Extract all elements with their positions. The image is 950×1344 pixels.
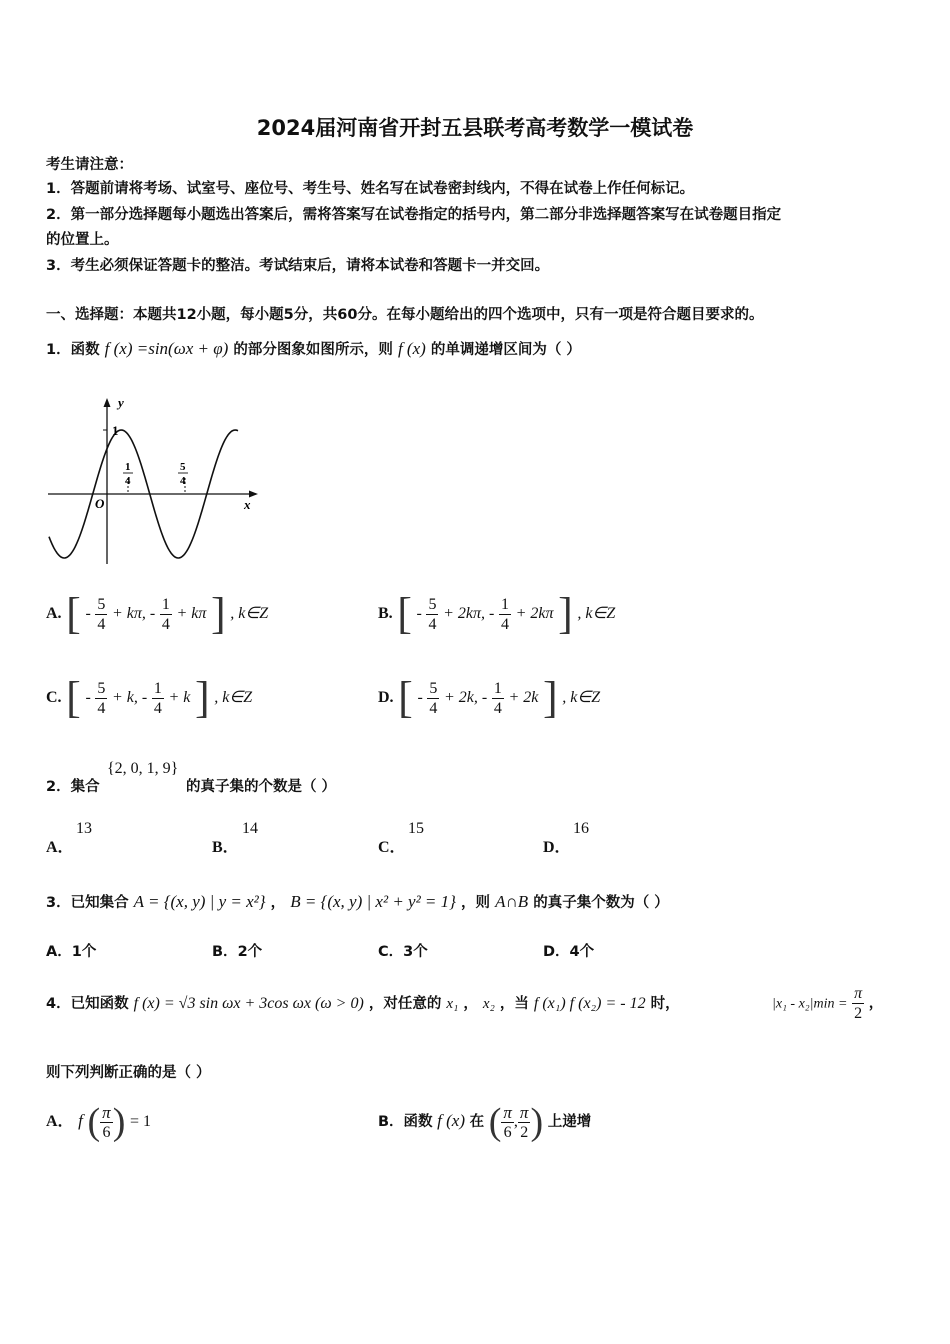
fraction: $\frac{\pi}{2}$: [519, 1102, 529, 1141]
fraction: $\frac{1}{4}$: [153, 679, 162, 717]
fraction: $\frac{5}{4}$: [428, 595, 437, 633]
q1-prefix: 1．函数: [46, 342, 100, 358]
q2-option-d-label: D．: [543, 839, 571, 856]
q2-set: {2, 0, 1, 9}: [107, 760, 179, 777]
question-1: [46, 338, 581, 359]
y-axis-label: y: [118, 395, 124, 410]
q2-option-c-label: C．: [378, 839, 406, 856]
q4-line-2: 则下列判断正确的是（ ）: [46, 1065, 211, 1081]
q3-set-b: B = {(x, y) | x² + y² = 1}: [290, 892, 456, 911]
y-axis-arrow: [104, 398, 111, 407]
q4-option-b: B．函数 f (x) 在 ( $\frac{\pi}{6}$ , $\frac{\pi}{2}$ ) 上递增: [378, 1101, 592, 1143]
bracket-left: [: [66, 589, 81, 638]
notice-item-3: 3．考生必须保证答题卡的整洁。考试结束后，请将本试卷和答题卡一并交回。: [46, 258, 550, 274]
q1-mid: 的部分图象如图所示，则: [233, 342, 393, 358]
option-value: = 1: [129, 1113, 151, 1130]
option-label: A．: [46, 1113, 74, 1130]
q3-prefix: 3．已知集合: [46, 895, 129, 911]
q3-option-c: C．3个: [378, 944, 428, 960]
q1-suffix: 的单调递增区间为（ ）: [430, 342, 581, 358]
option-label: B.: [378, 605, 393, 622]
page-title: 2024届河南省开封五县联考高考数学一模试卷: [256, 116, 694, 140]
option-text: + 2kπ, -: [443, 605, 495, 622]
q1-option-c: C. [ - $\frac{5}{4}$ + k, - $\frac{1}{4}$ + k ] , k∈Z: [46, 673, 253, 722]
bracket-left: [: [398, 673, 413, 722]
option-mid: 在: [469, 1114, 485, 1130]
q2-suffix: 的真子集的个数是（ ）: [186, 779, 337, 795]
option-suffix: 上递增: [547, 1114, 592, 1130]
x-tick-1-den: 4: [125, 475, 131, 487]
fraction: $\frac{5}{4}$: [97, 595, 106, 633]
option-text: + 2k, -: [443, 689, 488, 706]
option-tail: , k∈Z: [577, 605, 616, 622]
option-label: B．函数: [378, 1114, 433, 1130]
q4-text-3: 时，: [650, 996, 680, 1012]
option-tail: , k∈Z: [562, 689, 601, 706]
x-axis-label: x: [244, 497, 251, 512]
question-3: [46, 891, 669, 912]
fraction: $\frac{\pi}{2}$: [854, 985, 863, 1022]
q2-option-a-label: A．: [46, 839, 74, 856]
q3-suffix: 的真子集个数为（ ）: [533, 895, 669, 911]
q3-option-a: A．1个: [46, 944, 97, 960]
bracket-right: ]: [542, 673, 558, 722]
notice-heading: 考生请注意：: [46, 157, 133, 173]
fraction: $\frac{1}{4}$: [500, 595, 509, 633]
q2-prefix: 2．集合: [46, 779, 100, 795]
q3-intersection: A∩B: [495, 892, 529, 911]
notice-item-2: 2．第一部分选择题每小题选出答案后，需将答案写在试卷指定的括号内，第二部分非选择题答案写在试卷题目指定: [46, 207, 782, 223]
fraction: $\frac{\pi}{6}$: [503, 1102, 512, 1141]
option-tail: , k∈Z: [230, 605, 269, 622]
y-tick-label: 1: [112, 423, 119, 438]
q4-text-2: ，当: [499, 996, 529, 1012]
q2-option-b-label: B．: [212, 839, 239, 856]
sine-graph: [44, 392, 266, 567]
q4-prefix: 4．已知函数: [46, 996, 129, 1012]
q4-function: f (x) = √3 sin ωx + 3cos ωx (ω > 0): [133, 995, 364, 1012]
q1-option-b: B. [ - $\frac{5}{4}$ + 2kπ, - $\frac{1}{4}$ + 2kπ ] , k∈Z: [378, 589, 616, 638]
q3-option-d: D．4个: [543, 944, 595, 960]
option-text: + 2kπ: [515, 605, 554, 622]
q4-min-lhs: |x₁ - x₂|min =: [772, 996, 848, 1012]
q4-comma: ，: [463, 996, 478, 1012]
q1-option-a: A. [ - $\frac{5}{4}$ + kπ, - $\frac{1}{4}$ + kπ ] , k∈Z: [46, 589, 269, 638]
x-tick-2-den: 4: [180, 475, 186, 487]
bracket-right: ]: [194, 673, 210, 722]
q1-option-d: D. [ - $\frac{5}{4}$ + 2k, - $\frac{1}{4}$ + 2k ] , k∈Z: [378, 673, 601, 722]
section-heading: 一、选择题：本题共12小题，每小题5分，共60分。在每小题给出的四个选项中，只有一项是符合题目要求的。: [46, 307, 764, 323]
q3-option-b: B．2个: [212, 944, 263, 960]
option-text: + kπ: [176, 605, 207, 622]
option-text: + 2k: [508, 689, 539, 706]
bracket-right: ]: [210, 589, 226, 638]
notice-item-1: 1．答题前请将考场、试室号、座位号、考生号、姓名写在试卷密封线内，不得在试卷上作任何标记。: [46, 181, 695, 197]
q2-option-d-value: 16: [573, 820, 589, 837]
fraction: $\frac{1}{4}$: [493, 679, 502, 717]
q1-function: f (x) =sin(ωx + φ): [104, 339, 229, 358]
notice-item-2-cont: 的位置上。: [46, 232, 119, 248]
option-tail: , k∈Z: [214, 689, 253, 706]
fraction: $\frac{1}{4}$: [161, 595, 170, 633]
q4-x2: x₂: [482, 996, 495, 1012]
fraction: $\frac{\pi}{6}$: [102, 1102, 111, 1141]
fraction: $\frac{5}{4}$: [429, 679, 438, 717]
option-func: f: [78, 1111, 83, 1130]
q4-text-1: ，对任意的: [368, 996, 442, 1012]
option-label: A.: [46, 605, 62, 622]
fraction: $\frac{5}{4}$: [97, 679, 106, 717]
question-4: [46, 992, 680, 1013]
q1-fx: f (x): [397, 339, 426, 358]
option-text: + kπ, -: [111, 605, 156, 622]
bracket-right: ]: [558, 589, 573, 638]
option-text: + k, -: [111, 689, 148, 706]
origin-label: O: [95, 496, 105, 511]
option-text: + k: [168, 689, 191, 706]
q3-set-a: A = {(x, y) | y = x²}: [133, 892, 266, 911]
q4-text-4: ，: [868, 995, 884, 1012]
option-label: D.: [378, 689, 394, 706]
q3-comma: ，: [270, 895, 286, 911]
q4-option-a: A． f ( $\frac{\pi}{6}$ ) = 1: [46, 1101, 151, 1143]
x-tick-2-num: 5: [180, 461, 186, 473]
q4-condition: f (x₁) f (x₂) = - 12: [533, 995, 646, 1012]
q3-mid: ，则: [461, 895, 491, 911]
option-func: f (x): [437, 1111, 466, 1130]
bracket-left: [: [66, 673, 81, 722]
bracket-left: [: [397, 589, 412, 638]
q4-min-expression: [772, 984, 883, 1023]
q2-option-a-value: 13: [76, 820, 92, 837]
q2-option-c-value: 15: [408, 820, 424, 837]
option-label: C.: [46, 689, 62, 706]
q2-option-b-value: 14: [242, 820, 258, 837]
x-tick-1-num: 1: [125, 461, 131, 473]
q4-x1: x₁: [446, 996, 459, 1012]
